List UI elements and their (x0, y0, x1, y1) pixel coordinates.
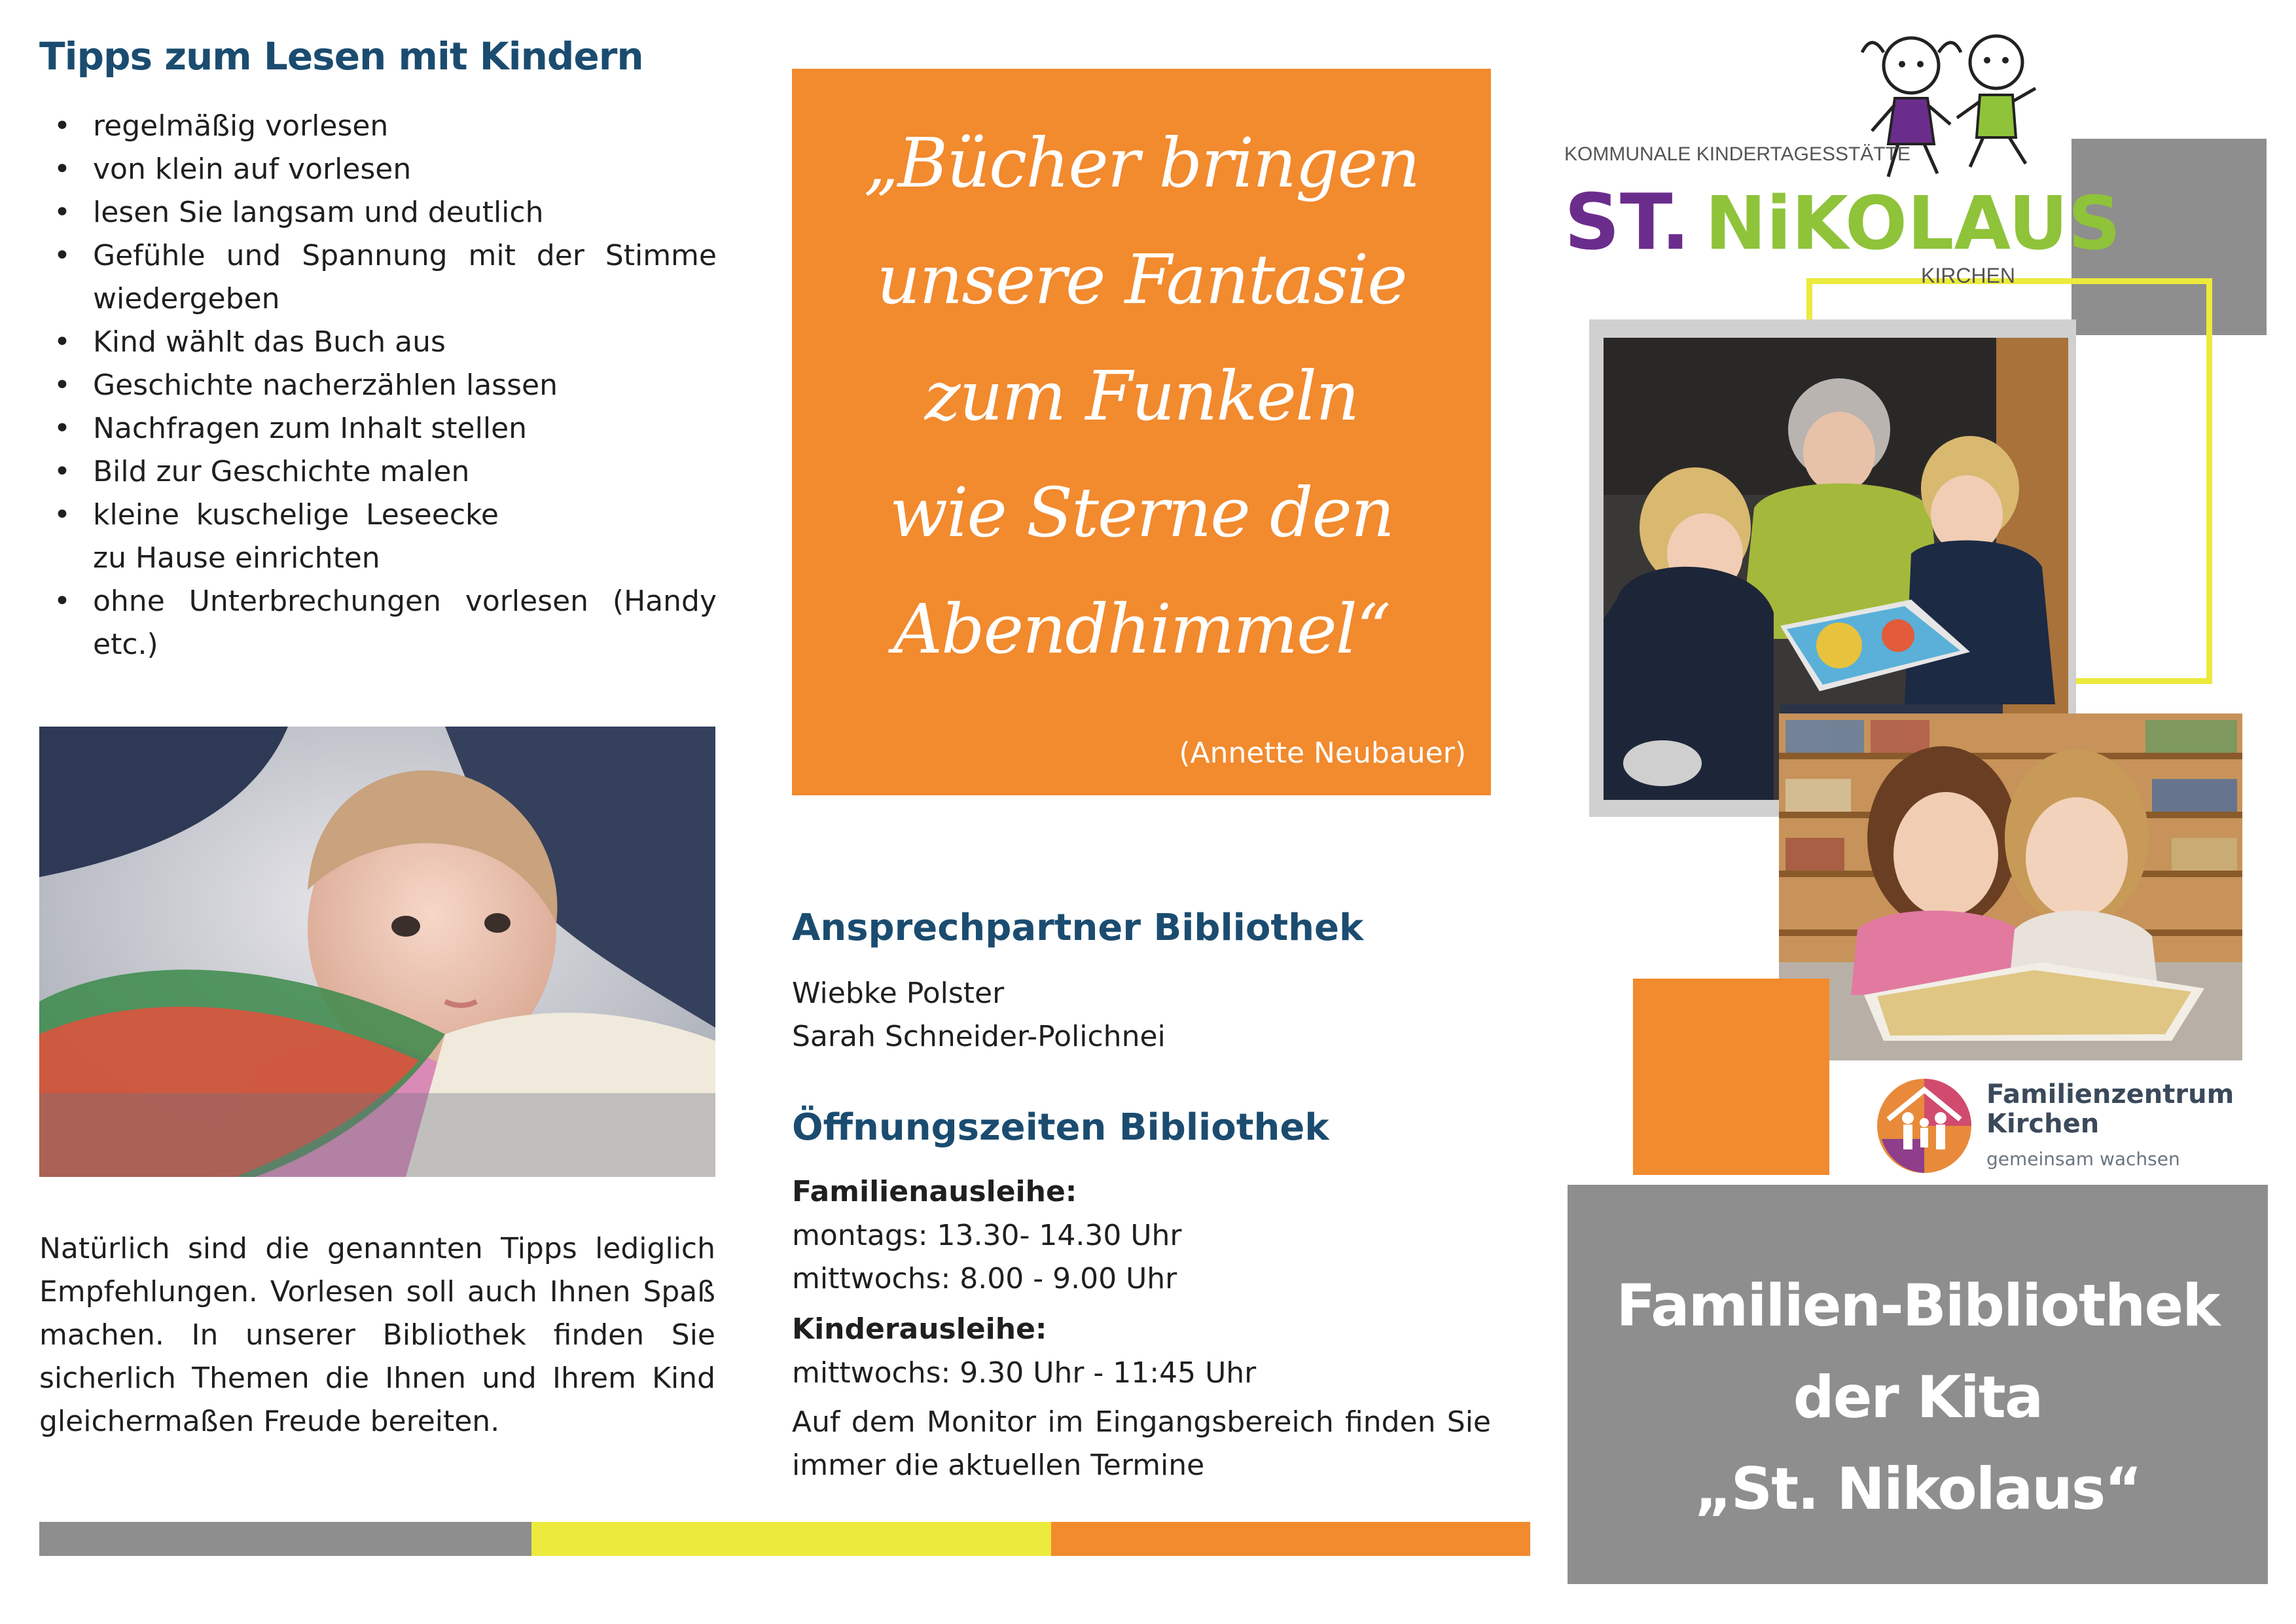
title-box (1568, 1185, 2268, 1584)
title-line: der Kita (1793, 1363, 2043, 1431)
title-line: „St. Nikolaus“ (1694, 1455, 2142, 1523)
quote-line: wie Sterne den (889, 473, 1393, 552)
hours-line: montags: 13.30- 14.30 Uhr (792, 1219, 1182, 1252)
list-item: • Gefühle und Spannung mit der Stimme wiedergeben (39, 234, 717, 321)
list-item: • Geschichte nacherzählen lassen (39, 364, 717, 407)
logo-place: KIRCHEN (1921, 264, 2016, 287)
hours-line: mittwochs: 9.30 Uhr - 11:45 Uhr (792, 1356, 1257, 1390)
familienzentrum-logo (1872, 1067, 2238, 1178)
family-house-icon (1877, 1079, 1971, 1173)
logo-top-text: KOMMUNALE KINDERTAGESSTÄTTE (1564, 143, 1910, 165)
tips-heading: Tipps zum Lesen mit Kindern (39, 34, 643, 79)
list-item: • regelmäßig vorlesen (39, 105, 717, 148)
hours-heading: Öffnungszeiten Bibliothek (792, 1106, 1329, 1149)
contact-name: Sarah Schneider-Polichnei (792, 1020, 1166, 1053)
quote-author: (Annette Neubauer) (1179, 736, 1466, 770)
decor-orange-square (1633, 979, 1829, 1175)
quote-line: „Bücher bringen (863, 123, 1420, 203)
list-item: • Bild zur Geschichte malen (39, 450, 717, 494)
contact-name: Wiebke Polster (792, 977, 1005, 1010)
list-item: • Kind wählt das Buch aus (39, 321, 717, 364)
fz-slogan: gemeinsam wachsen (1986, 1148, 2180, 1170)
family-hours-label: Familienausleihe: (792, 1175, 1077, 1208)
quote-line: zum Funkeln (924, 356, 1359, 436)
title-line: Familien-Bibliothek (1616, 1272, 2219, 1339)
fz-name-2: Kirchen (1986, 1109, 2100, 1139)
quote-box (792, 69, 1491, 795)
quote-text (818, 105, 1465, 687)
child-reading-photo (39, 727, 715, 1177)
quote-line: Abendhimmel“ (893, 589, 1390, 669)
logo-name: NiKOLAUS (1705, 181, 2121, 266)
kid-figure-icon (1957, 36, 2036, 167)
brochure-title (1568, 1260, 2268, 1535)
list-item: • lesen Sie langsam und deutlich (39, 191, 717, 234)
list-item: • kleine kuschelige Leseecke zu Hause einrichten (39, 494, 499, 580)
kids-hours-label: Kinderausleihe: (792, 1312, 1047, 1346)
monitor-note: Auf dem Monitor im Eingangsbereich finden Sie immer die aktuellen Termine (792, 1405, 1491, 1482)
quote-line: unsere Fantasie (876, 240, 1407, 319)
kita-logo (1564, 26, 2121, 301)
contact-heading: Ansprechpartner Bibliothek (792, 907, 1364, 949)
color-bar-yellow (531, 1522, 1051, 1556)
list-item: • ohne Unterbrechungen vorlesen (Handy etc.) (39, 580, 717, 666)
fz-name-1: Familienzentrum (1986, 1079, 2234, 1110)
color-bar-orange (1051, 1522, 1530, 1556)
logo-st: ST. (1564, 177, 1691, 267)
list-item: • von klein auf vorlesen (39, 148, 717, 191)
list-item: • Nachfragen zum Inhalt stellen (39, 407, 717, 450)
hours-line: mittwochs: 8.00 - 9.00 Uhr (792, 1262, 1177, 1295)
note-text: Natürlich sind die genannten Tipps lediglich Empfehlungen. Vorlesen soll auch Ihnen Spaß machen. In unserer Bibliothek finden Sie sicherlich Themen die Ihnen und Ihrem Kind gleichermaßen Freude bereiten. (39, 1232, 715, 1438)
girls-reading-photo (1779, 713, 2242, 1060)
color-bar-gray (39, 1522, 531, 1556)
tips-list (39, 105, 717, 666)
